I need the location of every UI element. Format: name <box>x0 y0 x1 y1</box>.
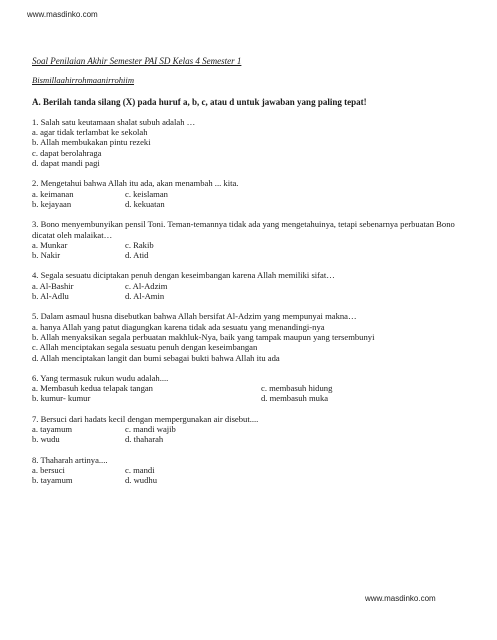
option: b. Nakir <box>32 250 61 261</box>
option: d. wudhu <box>125 475 157 486</box>
option: c. Al-Adzim <box>125 280 168 291</box>
question-8 <box>32 455 472 486</box>
section-a-instruction: A. Berilah tanda silang (X) pada huruf a, b, c, atau d untuk jawaban yang paling tepat! <box>32 96 367 107</box>
options-grid <box>32 189 472 210</box>
option: b. Allah membukakan pintu rezeki <box>32 137 151 148</box>
exam-document <box>32 56 472 486</box>
option: d. Al-Amin <box>125 291 165 302</box>
option: c. membasuh hidung <box>261 383 333 394</box>
option: c. keislaman <box>125 188 168 199</box>
option: c. Allah menciptakan segala sesuatu penuh dengan keseimbangan <box>32 342 258 353</box>
option: b. kumur- kumur <box>32 393 91 404</box>
question-text: 3. Bono menyembunyikan pensil Toni. Teman-temannya tidak ada yang mengetahuinya, tetapi sebenarnya perbuatan Bono dicatat oleh malaikat… <box>32 219 455 240</box>
option: d. Atid <box>125 250 149 261</box>
question-6 <box>32 373 472 404</box>
option: c. mandi wajib <box>125 424 176 435</box>
option: a. Munkar <box>32 239 68 250</box>
option: d. membasuh muka <box>261 393 329 404</box>
options-grid <box>32 240 472 261</box>
site-url-top: www.masdinko.com <box>27 10 98 19</box>
option: c. mandi <box>125 464 155 475</box>
option: b. wudu <box>32 434 60 445</box>
basmalah-line: Bismillaahirrohmaanirrohiim <box>32 75 135 86</box>
question-7 <box>32 414 472 445</box>
question-text: 4. Segala sesuatu diciptakan penuh dengan keseimbangan karena Allah memiliki sifat… <box>32 270 335 281</box>
question-text: 6. Yang termasuk rukun wudu adalah.... <box>32 372 169 383</box>
option: d. thaharah <box>125 434 164 445</box>
option: d. Allah menciptakan langit dan bumi sebagai bukti bahwa Allah itu ada <box>32 352 280 363</box>
document-title: Soal Penilaian Akhir Semester PAI SD Kelas 4 Semester 1 <box>32 56 242 66</box>
question-2 <box>32 178 472 209</box>
question-4 <box>32 270 472 301</box>
question-1 <box>32 117 472 168</box>
option: a. hanya Allah yang patut diagungkan karena tidak ada sesuatu yang menandingi-nya <box>32 321 325 332</box>
option: a. agar tidak terlambat ke sekolah <box>32 127 148 138</box>
option: c. Rakib <box>125 239 154 250</box>
option: b. Al-Adlu <box>32 291 69 302</box>
question-text: 1. Salah satu keutamaan shalat subuh adalah … <box>32 116 196 127</box>
option: d. dapat mandi pagi <box>32 158 100 169</box>
options-grid <box>32 465 472 486</box>
option: b. tayamum <box>32 475 73 486</box>
option: a. tayamum <box>32 424 73 435</box>
options-grid <box>32 281 472 302</box>
option: c. dapat berolahraga <box>32 147 102 158</box>
question-text: 8. Thaharah artinya.... <box>32 454 108 465</box>
option: a. keimanan <box>32 188 74 199</box>
option: d. kekuatan <box>125 198 165 209</box>
options-grid <box>32 383 472 404</box>
question-3 <box>32 219 472 260</box>
site-url-bottom: www.masdinko.com <box>365 594 436 603</box>
option: a. Al-Bashir <box>32 280 74 291</box>
option: a. bersuci <box>32 464 65 475</box>
option: b. Allah menyaksikan segala perbuatan makhluk-Nya, baik yang tampak maupun yang tersembunyi <box>32 331 375 342</box>
option: a. Membasuh kedua telapak tangan <box>32 383 153 394</box>
option: b. kejayaan <box>32 198 72 209</box>
question-text: 5. Dalam asmaul husna disebutkan bahwa Allah bersifat Al-Adzim yang mempunyai makna… <box>32 311 357 322</box>
question-text: 7. Bersuci dari hadats kecil dengan mempergunakan air disebut.... <box>32 413 259 424</box>
question-5 <box>32 311 472 362</box>
question-text: 2. Mengetahui bahwa Allah itu ada, akan menambah ... kita. <box>32 178 239 189</box>
options-grid <box>32 424 472 445</box>
